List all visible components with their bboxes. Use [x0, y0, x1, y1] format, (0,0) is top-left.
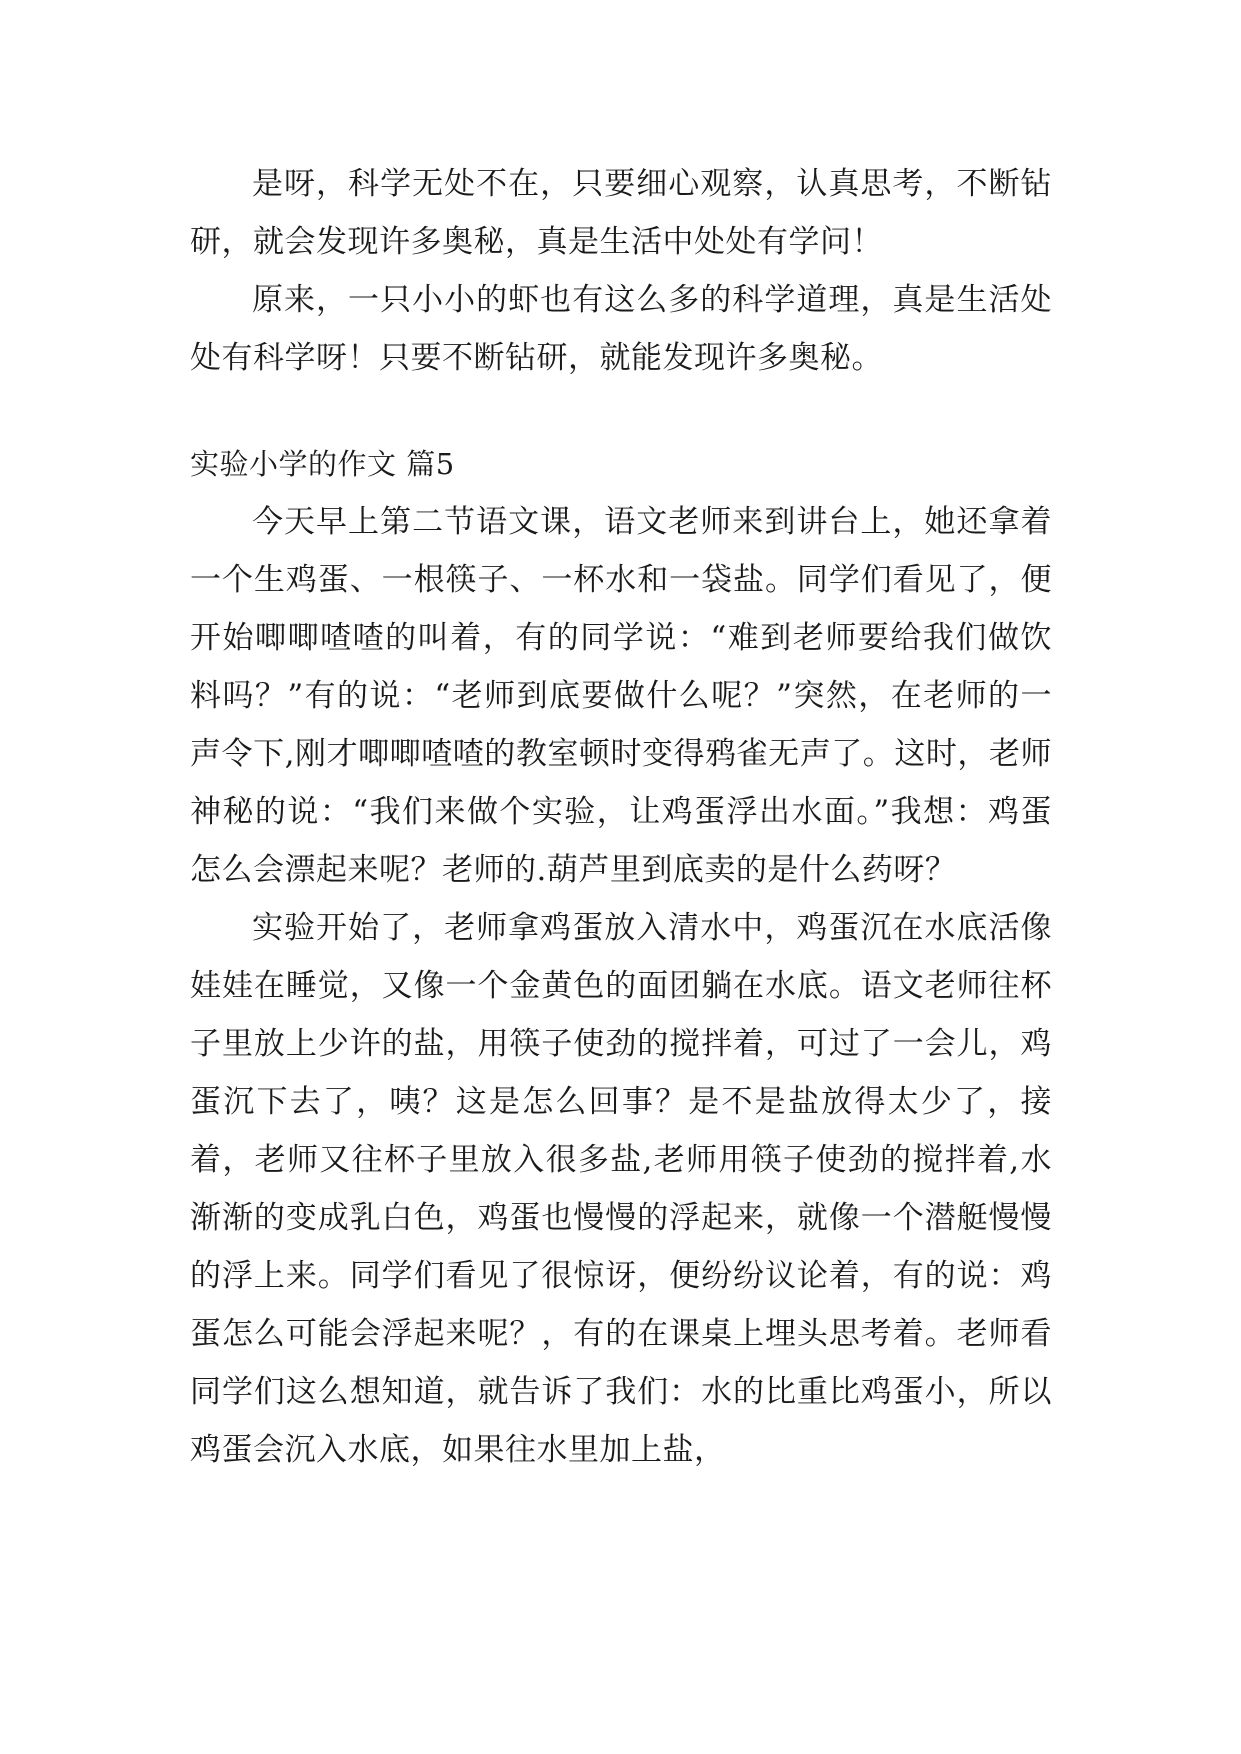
paragraph: 今天早上第二节语文课，语文老师来到讲台上，她还拿着一个生鸡蛋、一根筷子、一杯水和一袋盐。同学们看见了，便开始唧唧喳喳的叫着，有的同学说：“难到老师要给我们做饮料吗？”有的说：“老师到底要做什么呢？”突然，在老师的一声令下,刚才唧唧喳喳的教室顿时变得鸦雀无声了。这时，老师神秘的说：“我们来做个实验，让鸡蛋浮出水面。”我想：鸡蛋怎么会漂起来呢？老师的.葫芦里到底卖的是什么药呀？ — [190, 504, 1052, 888]
section-title: 实验小学的作文 篇5 — [190, 447, 455, 481]
paragraph: 原来，一只小小的虾也有这么多的科学道理，真是生活处处有科学呀！只要不断钻研，就能发现许多奥秘。 — [190, 282, 1052, 376]
paragraph: 实验开始了，老师拿鸡蛋放入清水中，鸡蛋沉在水底活像娃娃在睡觉，又像一个金黄色的面团躺在水底。语文老师往杯子里放上少许的盐，用筷子使劲的搅拌着，可过了一会儿，鸡蛋沉下去了，咦？这是怎么回事？是不是盐放得太少了，接着，老师又往杯子里放入很多盐,老师用筷子使劲的搅拌着,水渐渐的变成乳白色，鸡蛋也慢慢的浮起来，就像一个潜艇慢慢的浮上来。同学们看见了很惊讶，便纷纷议论着，有的说：鸡蛋怎么可能会浮起来呢？，有的在课桌上埋头思考着。老师看同学们这么想知道，就告诉了我们：水的比重比鸡蛋小，所以鸡蛋会沉入水底，如果往水里加上盐， — [190, 910, 1052, 1468]
document-page — [190, 155, 1052, 1479]
paragraph: 是呀，科学无处不在，只要细心观察，认真思考，不断钻研，就会发现许多奥秘，真是生活中处处有学问！ — [190, 166, 1052, 260]
